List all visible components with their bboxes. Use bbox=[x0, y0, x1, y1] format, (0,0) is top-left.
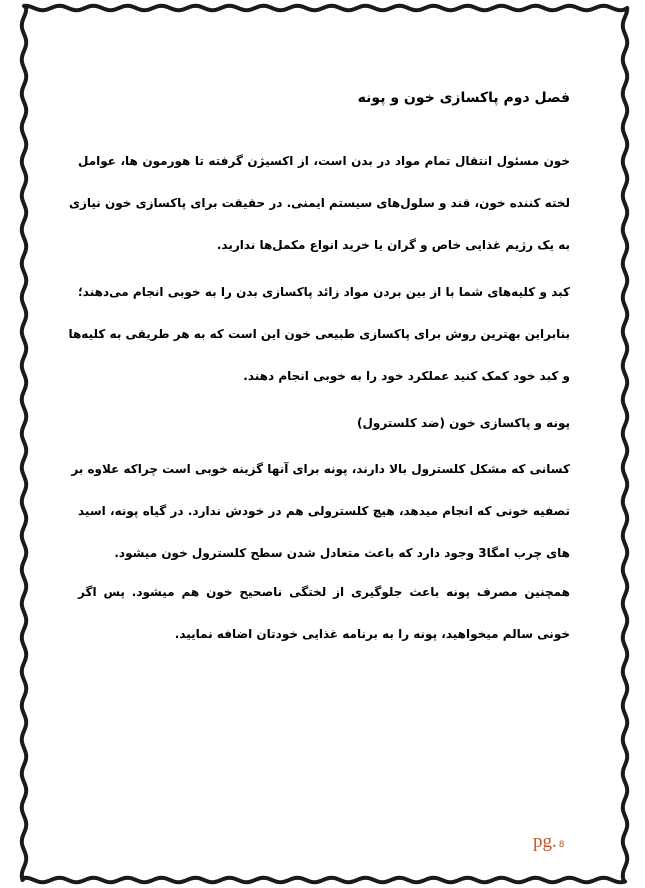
section-subheading: پونه و پاکسازی خون (ضد کلسترول) bbox=[356, 416, 570, 430]
paragraph-line: لخته کننده خون، قند و سلول‌های سیستم ایمنی. در حقیقت برای پاکسازی خون نیازی bbox=[68, 196, 570, 210]
paragraph-line: های چرب امگا3 وجود دارد که باعث متعادل شدن سطح کلسترول خون میشود. bbox=[114, 546, 570, 560]
page-footer bbox=[533, 831, 564, 853]
paragraph-line: خون مسئول انتقال تمام مواد در بدن است، از اکسیژن گرفته تا هورمون ها، عوامل bbox=[78, 154, 570, 168]
page-number: 8 bbox=[558, 840, 565, 850]
page-label: pg. bbox=[533, 831, 557, 852]
paragraph-cholesterol bbox=[71, 461, 570, 583]
paragraph-blood-role bbox=[68, 153, 570, 279]
paragraph-line: همچنین مصرف پونه باعث جلوگیری از لختگی ناصحیح خون هم میشود. پس اگر bbox=[78, 585, 570, 599]
chapter-title: فصل دوم پاکسازی خون و پونه bbox=[357, 90, 570, 106]
paragraph-line: خونی سالم میخواهید، پونه را به برنامه غذایی خودتان اضافه نمایید. bbox=[174, 627, 570, 641]
paragraph-line: کسانی که مشکل کلسترول بالا دارند، پونه برای آنها گزینه خوبی است چراکه علاوه بر bbox=[71, 462, 570, 476]
paragraph-line: به یک رژیم غذایی خاص و گران یا خرید انواع مکمل‌ها ندارید. bbox=[216, 238, 570, 252]
paragraph-line: بنابراین بهترین روش برای پاکسازی طبیعی خون این است که به هر طریقی به کلیه‌ها bbox=[68, 327, 570, 341]
paragraph-healthy-blood bbox=[78, 584, 570, 668]
paragraph-liver-kidneys bbox=[68, 284, 570, 410]
paragraph-line: تصفیه خونی که انجام میدهد، هیچ کلسترولی هم در خودش ندارد. در گیاه پونه، اسید bbox=[78, 504, 570, 518]
paragraph-line: کبد و کلیه‌های شما با از بین بردن مواد زائد پاکسازی بدن را به خوبی انجام می‌دهند؛ bbox=[78, 285, 570, 299]
paragraph-line: و کبد خود کمک کنید عملکرد خود را به خوبی انجام دهند. bbox=[243, 369, 570, 383]
